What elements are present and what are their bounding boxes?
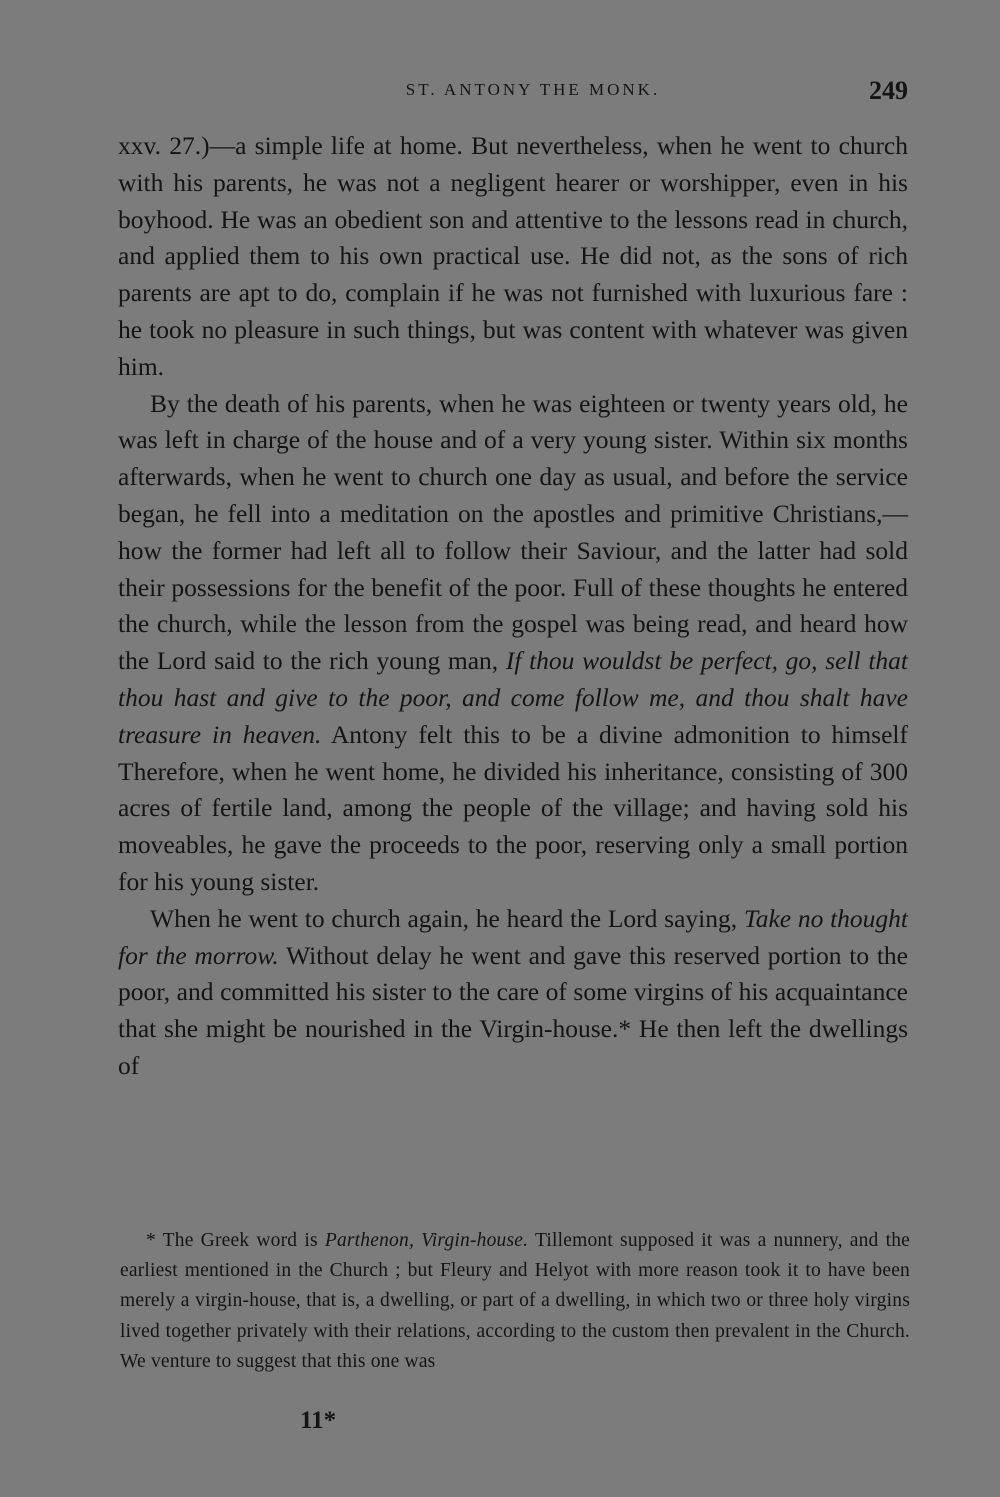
paragraph-3-text-b: Without delay he went and gave this reserved portion to the poor, and committed his sister to the care of some virgins of his acquaintance that she might be nourished in the Virgin-house.* He then left the dwellings of [118, 940, 908, 1080]
signature-mark: 11* [300, 1407, 337, 1434]
scripture-quote-2: Take no thought for the morrow. [118, 903, 908, 970]
footnote [120, 1226, 910, 1377]
page-number: 249 [869, 76, 908, 105]
paragraph-2-text-a: By the death of his parents, when he was eighteen or twenty years old, he was left in charge of the house and of a very young sister. Within six months afterwards, when he went to church one day as usual, and before the service began, he fell into a meditation on the apostles and primitive Christians,—how the former had left all to follow their Saviour, and the latter had sold their possessions for the benefit of the poor. Full of these thoughts he entered the church, while the lesson from the gospel was being read, and heard how the Lord said to the rich young man, [118, 388, 908, 676]
paragraph-3-text-a: When he went to church again, he heard the Lord saying, [150, 903, 744, 933]
scripture-quote-1: If thou wouldst be perfect, go, sell that thou hast and give to the poor, and come follow me, and thou shalt have treasure in heaven. [118, 646, 908, 749]
footnote-lead: * The Greek word is [146, 1230, 325, 1251]
footnotes [120, 1226, 910, 1377]
paragraph-1-text: xxv. 27.)—a simple life at home. But nevertheless, when he went to church with his parents, he was not a negligent hearer or worshipper, even in his boyhood. He was an obedient son and attentive to the lessons read in church, and applied them to his own practical use. He did not, as the sons of rich parents are apt to do, complain if he was not furnished with luxurious fare : he took no pleasure in such things, but was content with whatever was given him. [118, 131, 908, 381]
running-title: ST. ANTONY THE MONK. [405, 80, 661, 99]
body-text [118, 128, 908, 1085]
paragraph-1 [118, 128, 908, 386]
running-head [118, 76, 908, 106]
paragraph-3 [118, 901, 908, 1085]
paragraph-2 [118, 386, 908, 901]
paragraph-2-text-b: Antony felt this to be a divine admonition to himself Therefore, when he went home, he divided his inheritance, consisting of 300 acres of fertile land, among the people of the village; and having sold his moveables, he gave the proceeds to the poor, reserving only a small portion for his young sister. [118, 719, 908, 896]
footnote-rest: Tillemont supposed it was a nunnery, and the earliest mentioned in the Church ; but Fleury and Helyot with more reason took it to have been merely a virgin-house, that is, a dwelling, or part of a dwelling, in which two or three holy virgins lived together privately with their relations, according to the custom then prevalent in the Church. We venture to suggest that this one was [120, 1230, 910, 1372]
footnote-italic: Parthenon, Virgin-house. [324, 1230, 529, 1251]
